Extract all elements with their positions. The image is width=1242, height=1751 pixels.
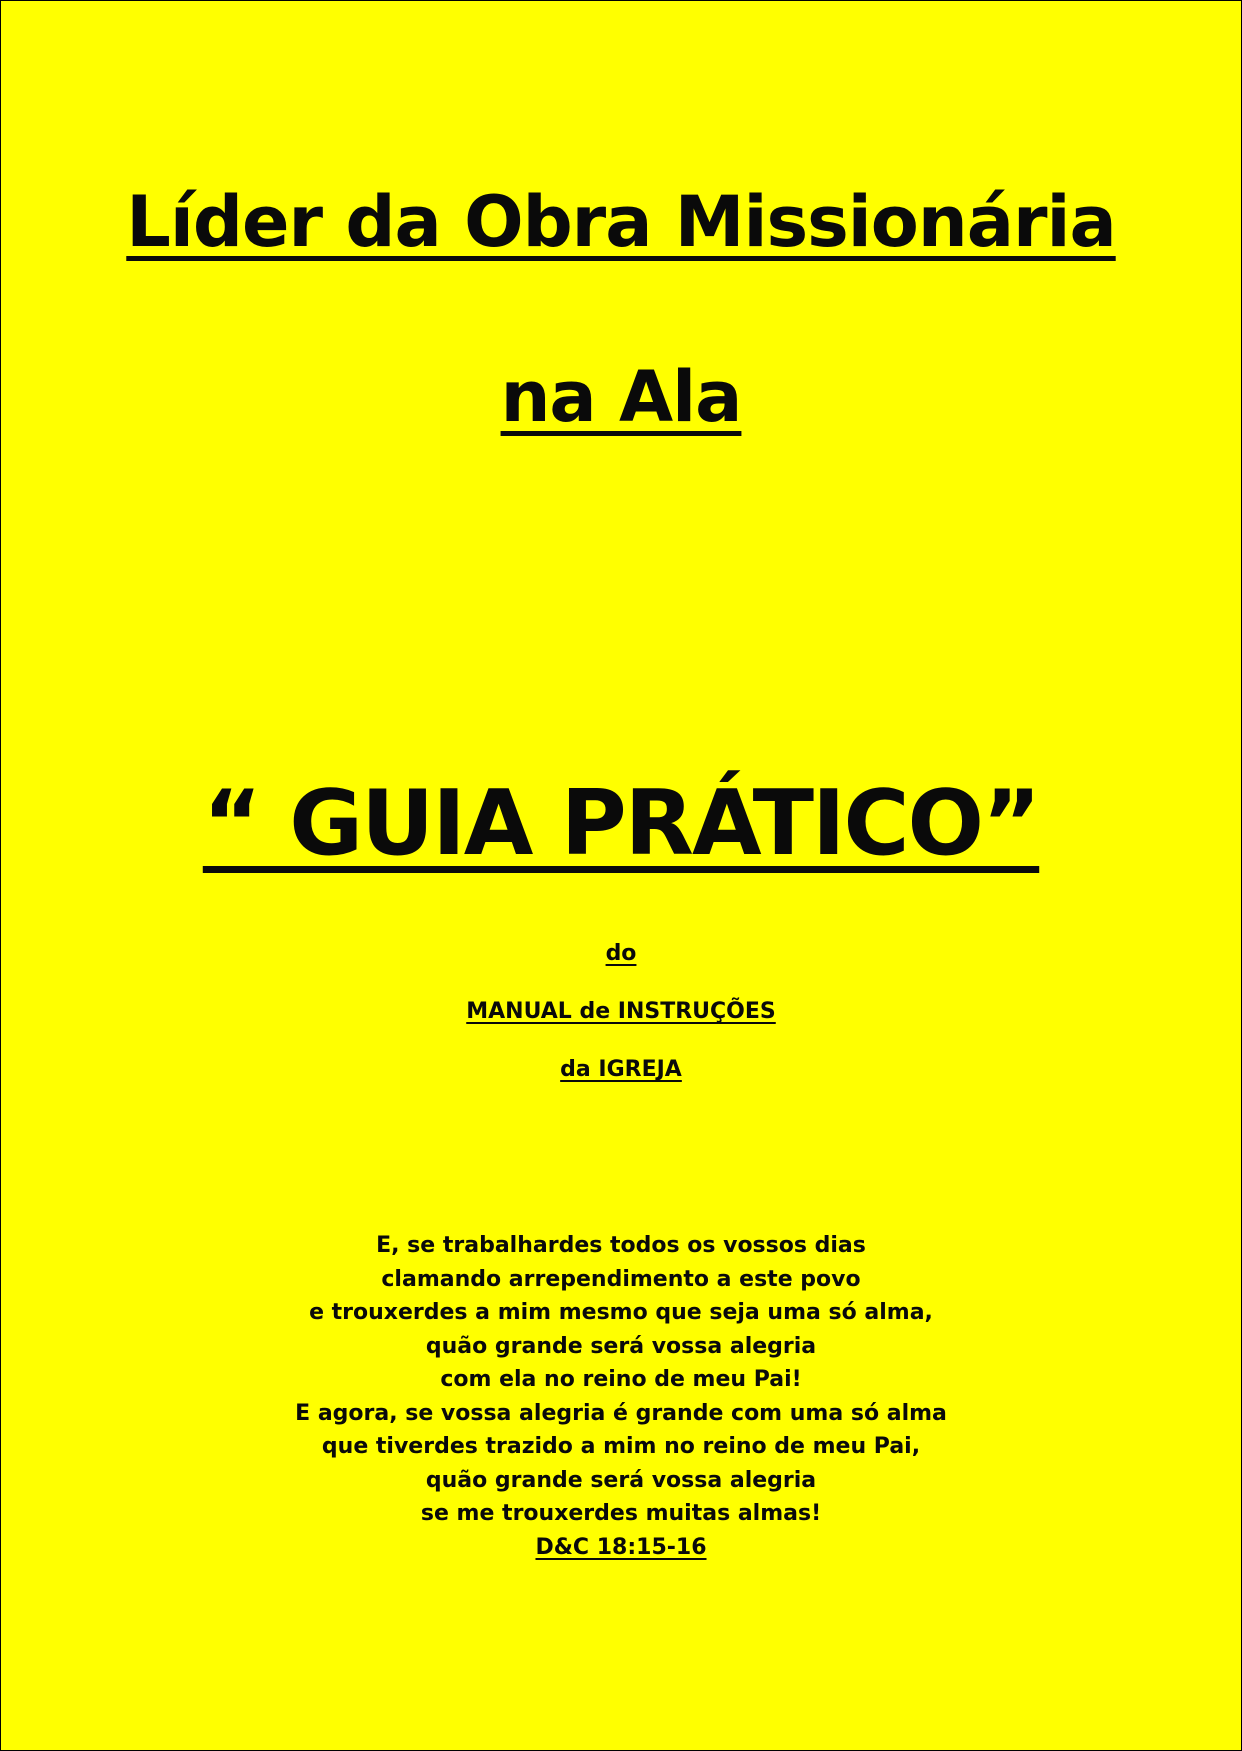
scripture-line: quão grande será vossa alegria xyxy=(425,1333,817,1359)
subtitle-guia-pratico: “ GUIA PRÁTICO” xyxy=(202,771,1040,876)
title-line-1: Líder da Obra Missionária xyxy=(126,181,1116,263)
scripture-quote xyxy=(1,1229,1241,1564)
scripture-line: que tiverdes trazido a mim no reino de meu Pai, xyxy=(321,1434,921,1459)
scripture-line: clamando arrependimento a este povo xyxy=(381,1266,861,1292)
title-line-2: na Ala xyxy=(500,356,742,438)
source-line-1: do xyxy=(605,941,637,966)
scripture-line: se me trouxerdes muitas almas! xyxy=(420,1501,822,1526)
source-line-2: MANUAL de INSTRUÇÕES xyxy=(466,999,776,1024)
scripture-line: E, se trabalhardes todos os vossos dias xyxy=(376,1233,866,1258)
scripture-reference: D&C 18:15-16 xyxy=(535,1534,707,1560)
scripture-line: e trouxerdes a mim mesmo que seja uma só alma, xyxy=(309,1300,933,1325)
scripture-line: E agora, se vossa alegria é grande com uma só alma xyxy=(295,1400,947,1426)
scripture-line: quão grande será vossa alegria xyxy=(425,1467,817,1493)
source-line-3: da IGREJA xyxy=(560,1057,682,1082)
scripture-line: com ela no reino de meu Pai! xyxy=(440,1367,802,1392)
